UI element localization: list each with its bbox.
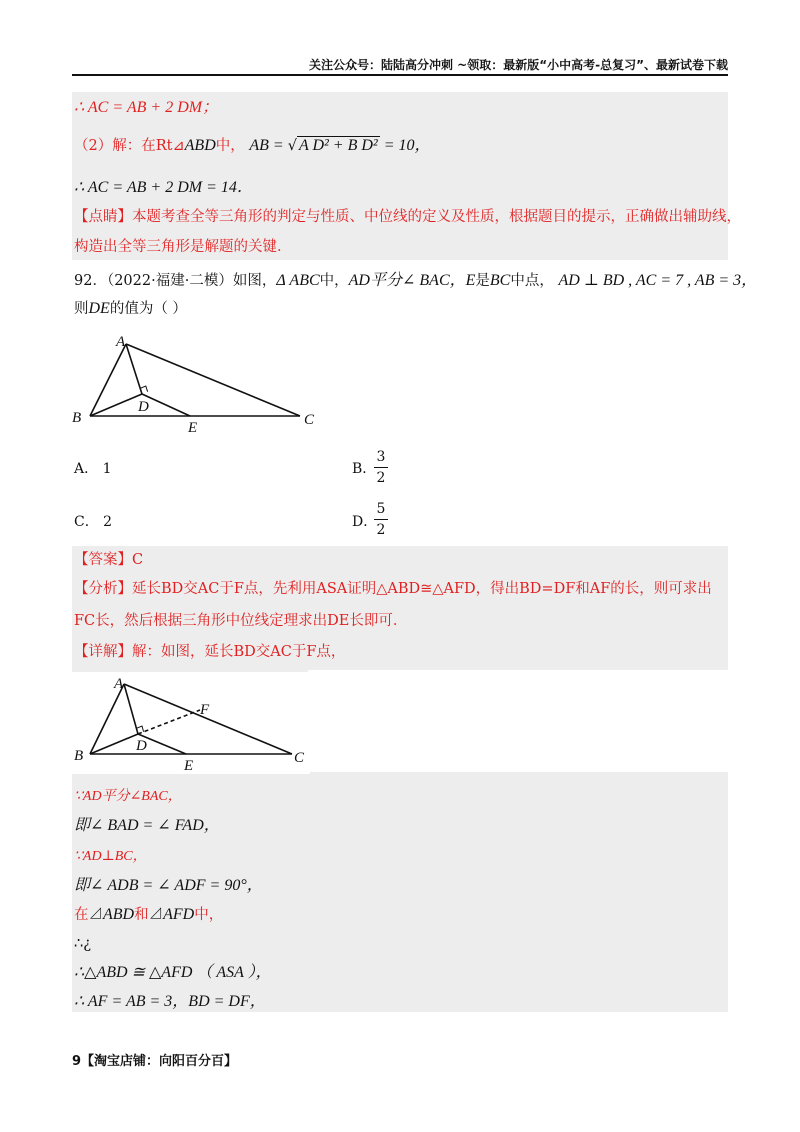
note-line-1: 【点睛】本题考查全等三角形的判定与性质、中位线的定义及性质，根据题目的提示，正确做出辅助线，: [74, 209, 741, 225]
label-e: E: [184, 758, 194, 774]
solution-line-3: ∴ AC = AB + 2 DM = 14．: [74, 179, 253, 196]
option-a[interactable]: A． 1: [74, 461, 112, 477]
step-6: ∴¿: [74, 936, 91, 952]
option-b-fraction: 3 2: [374, 448, 388, 487]
note-line-2: 构造出全等三角形是解题的关键．: [74, 239, 292, 255]
segment-bd: [90, 394, 142, 416]
question-line-2: 则DE的值为（ ）: [74, 300, 187, 317]
label-b: B: [72, 410, 82, 426]
question-line-1: 92．（2022·福建·二模）如图，Δ ABC中，AD平分∠ BAC，E是BC中点， AD ⊥ BD , AC = 7 , AB = 3，: [74, 272, 758, 289]
option-d-fraction: 5 2: [374, 500, 388, 539]
header-rule: [72, 74, 728, 76]
label-a: A: [114, 676, 124, 692]
analysis-line-2: FC长，然后根据三角形中位线定理求出DE长即可．: [74, 613, 408, 629]
label-d: D: [136, 738, 147, 754]
step-4: 即∠ ADB = ∠ ADF = 90°，: [74, 877, 263, 894]
triangle-figure-2: [72, 672, 310, 774]
segment-de: [142, 394, 190, 416]
answer-line: 【答案】C: [74, 552, 144, 568]
label-f: F: [200, 702, 210, 718]
label-c: C: [294, 750, 305, 766]
label-d: D: [138, 399, 149, 415]
option-b[interactable]: B．: [352, 461, 377, 477]
label-b: B: [74, 748, 84, 764]
step-2: 即∠ BAD = ∠ FAD，: [74, 817, 220, 834]
detail-line: 【详解】解：如图，延长BD交AC于F点，: [74, 644, 346, 660]
label-e: E: [188, 420, 198, 436]
page-footer: 9【淘宝店铺：向阳百分百】: [72, 1054, 238, 1069]
solution-line-1: ∴ AC = AB + 2 DM；: [74, 99, 219, 116]
step-8: ∴ AF = AB = 3，BD = DF，: [74, 993, 266, 1010]
triangle-figure-1: [70, 330, 330, 440]
step-7: ∴△ABD ≅ △AFD （ ASA ），: [74, 964, 272, 981]
segment-ad: [126, 344, 142, 394]
step-5: 在⊿ABD和⊿AFD中，: [74, 906, 224, 923]
page-header: 关注公众号：陆陆高分冲刺 ~领取：最新版“小中高考-总复习”、最新试卷下载: [309, 58, 728, 72]
side-ac: [126, 344, 300, 416]
label-c: C: [304, 412, 315, 428]
analysis-line-1: 【分析】延长BD交AC于F点，先利用ASA证明△ABD≅△AFD，得出BD=DF和AF的长，则可求出: [74, 581, 712, 597]
label-a: A: [116, 334, 126, 350]
step-1: ∵AD平分∠BAC，: [74, 789, 182, 804]
step-3: ∵AD⊥BC，: [74, 849, 147, 864]
solution-line-2: （2）解：在Rt⊿ABD中， AB = √ A D² + B D² = 10，: [74, 137, 431, 154]
option-c[interactable]: C． 2: [74, 514, 113, 530]
side-ab: [90, 344, 126, 416]
option-d[interactable]: D．: [352, 514, 378, 530]
